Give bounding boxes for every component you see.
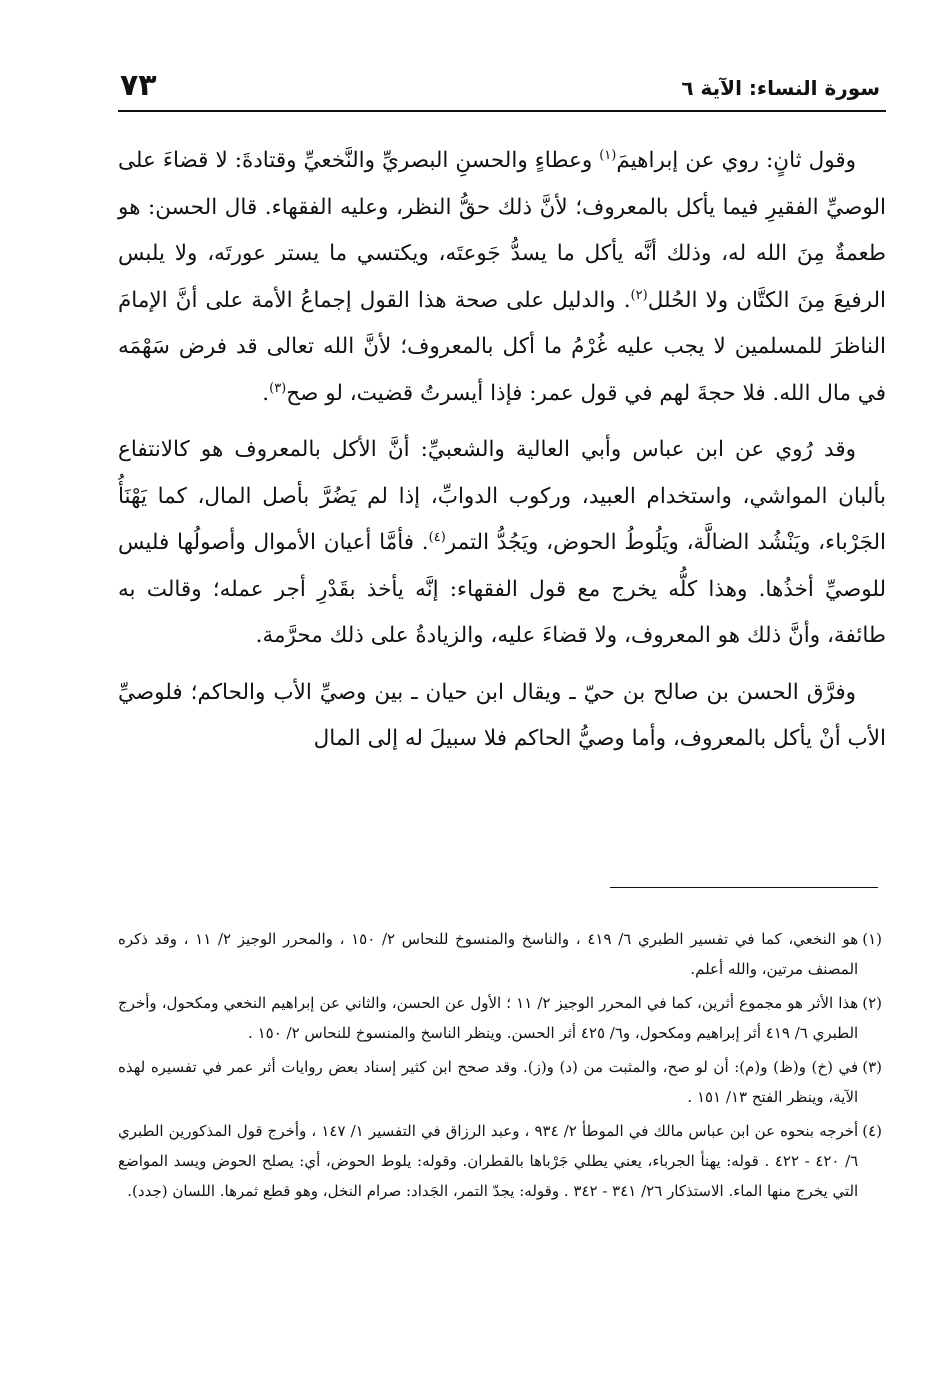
paragraph-1-text-2: وعطاءٍ والحسنِ البصريِّ والنَّخعيِّ وقتادةَ: لا قضاءَ على الوصيِّ الفقيرِ فيما يأكل بالمعروف؛ لأنَّ ذلك حقُّ النظر، وعليه الفقهاء. قال الحسن: هو طعمةٌ مِنَ الله له، وذلك أنَّه يأكل ما يسدُّ جَوعتَه، ويكتسي ما يستر عورتَه، ولا يلبس الرفيعَ مِنَ الكتَّان ولا الحُلل: [118, 148, 886, 313]
paragraph-1: [118, 138, 886, 417]
main-text: [118, 138, 886, 773]
footnote-number: (١): [862, 930, 882, 948]
footnote-number: (٣): [862, 1058, 882, 1076]
footnote-ref-3: (٣): [269, 380, 287, 396]
footnote-ref-1: (١): [599, 147, 617, 163]
paragraph-2: [118, 427, 886, 660]
footnote-number: (٢): [862, 994, 882, 1012]
paragraph-3: [118, 670, 886, 763]
paragraph-1-text: وقول ثانٍ: روي عن إبراهيمَ: [616, 148, 856, 173]
footnote-text: في (خ) و(ظ) و(م): أن لو صح، والمثبت من (د) و(ز). وقد صحح ابن كثير إسناد بعض روايات أثر عمر في تفسيره لهذه الآية، وينظر الفتح ١٣/ ١٥١ .: [118, 1058, 859, 1106]
footnote-number: (٤): [862, 1122, 882, 1140]
paragraph-2-text-2: . فأمَّا أعيان الأموال وأصولُها فليس للوصيِّ أخذُها. وهذا كلُّه يخرج مع قول الفقهاء: إنَّه يأخذ بقَدْرِ أجر عمله؛ وقالت به طائفة، وأنَّ ذلك هو المعروف، ولا قضاءَ عليه، والزيادةُ على ذلك محرَّمة.: [118, 530, 886, 648]
footnote-text: هو النخعي، كما في تفسير الطبري ٦/ ٤١٩ ، والناسخ والمنسوخ للنحاس ٢/ ١٥٠ ، والمحرر الوجيز ٢/ ١١ ، وقد ذكره المصنف مرتين، والله أعلم.: [118, 930, 859, 978]
paragraph-1-text-3: . والدليل على صحة هذا القول إجماعُ الأمة على أنَّ الإمامَ الناظرَ للمسلمين لا يجب عليه غُرْمُ ما أكل بالمعروف؛ لأنَّ الله تعالى قد فرض سَهْمَه في مال الله. فلا حجةَ لهم في قول عمر: فإذا أيسرتُ قضيت، لو صح: [118, 287, 886, 406]
footnote-3: [118, 1052, 882, 1112]
paragraph-3-text: وفرَّق الحسن بن صالح بن حيّ ـ ويقال ابن حيان ـ بين وصيِّ الأب والحاكم؛ فلوصيِّ الأب أنْ يأكل بالمعروف، وأما وصيُّ الحاكم فلا سبيلَ له إلى المال: [118, 679, 886, 751]
footnote-text: هذا الأثر هو مجموع أثرين، كما في المحرر الوجيز ٢/ ١١ ؛ الأول عن الحسن، والثاني عن إبراهيم النخعي ومكحول، وأخرج الطبري ٦/ ٤١٩ أثر إبراهيم ومكحول، و٦/ ٤٢٥ أثر الحسن. وينظر الناسخ والمنسوخ للنحاس ٢/ ١٥٠ .: [118, 994, 859, 1042]
footnote-ref-4: (٤): [428, 529, 446, 545]
footnote-text: أخرجه بنحوه عن ابن عباس مالك في الموطأ ٢/ ٩٣٤ ، وعبد الرزاق في التفسير ١/ ١٤٧ ، وأخرج قول المذكورين الطبري ٦/ ٤٢٠ - ٤٢٢ . قوله: يهنأ الجرباء، يعني يطلي جَرْباها بالقطران. وقوله: يلوط الحوض، أي: يصلح الحوض ويسد المواضع التي يخرج منها الماء. الاستذكار ٢٦/ ٣٤١ - ٣٤٢ . وقوله: يجدّ التمر، الجَداد: صرام النخل، وهو قطع ثمرها. اللسان (جدد).: [118, 1122, 859, 1200]
page-header: [118, 66, 886, 112]
footnote-ref-2: (٢): [630, 287, 648, 303]
paragraph-2-text: وقد رُوي عن ابن عباس وأبي العالية والشعبيِّ: أنَّ الأكل بالمعروف هو كالانتفاع بألبان المواشي، واستخدام العبيد، وركوب الدوابِّ، إذا لم يَضُرَّ بأصل المال، كما يَهْنَأُ الجَرْباء، ويَنْشُد الضالَّة، ويَلُوطُ الحوض، ويَجُدُّ التمر: [118, 437, 886, 555]
footnote-4: [118, 1116, 882, 1206]
running-title: سورة النساء: الآية ٦: [681, 76, 880, 100]
footnote-1: [118, 924, 882, 984]
footnote-separator: [610, 887, 878, 888]
footnotes: [118, 924, 882, 1210]
footnote-2: [118, 988, 882, 1048]
paragraph-1-end: .: [262, 380, 270, 406]
page-number: ٧٣: [120, 68, 157, 103]
